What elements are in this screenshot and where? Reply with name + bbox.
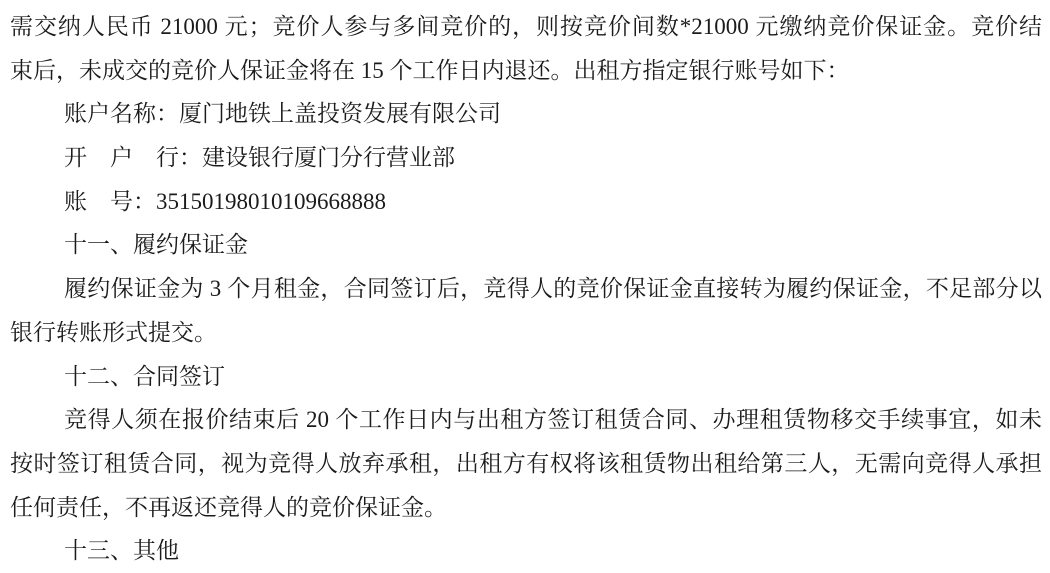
text-line: 账户名称：厦门地铁上盖投资发展有限公司: [64, 101, 501, 127]
text-line: 按时签订租赁合同，视为竞得人放弃承租，出租方有权将该租赁物出租给第三人，无需向竞得人承担: [10, 450, 1042, 476]
text-line: 开 户 行：建设银行厦门分行营业部: [64, 145, 455, 171]
text-line: 竞得人须在报价结束后 20 个工作日内与出租方签订租赁合同、办理租赁物移交手续事宜，如未: [64, 407, 1042, 433]
text-line: 十二、合同签订: [64, 363, 225, 389]
text-line: 任何责任，不再返还竞得人的竞价保证金。: [10, 494, 447, 520]
document-body: [10, 5, 1042, 573]
text-line: 需交纳人民币 21000 元；竞价人参与多间竞价的，则按竞价间数*21000 元缴纳竞价保证金。竞价结: [10, 14, 1042, 39]
text-line: 银行转账形式提交。: [10, 319, 217, 345]
text-line: 履约保证金为 3 个月租金，合同签订后，竞得人的竞价保证金直接转为履约保证金，不足部分以: [64, 276, 1042, 302]
text-line: 束后，未成交的竞价人保证金将在 15 个工作日内退还。出租方指定银行账号如下：: [10, 57, 850, 83]
text-line: 十一、履约保证金: [64, 232, 248, 258]
text-line: 十三、其他: [64, 538, 179, 564]
text-line: 账 号：35150198010109668888: [64, 188, 386, 214]
